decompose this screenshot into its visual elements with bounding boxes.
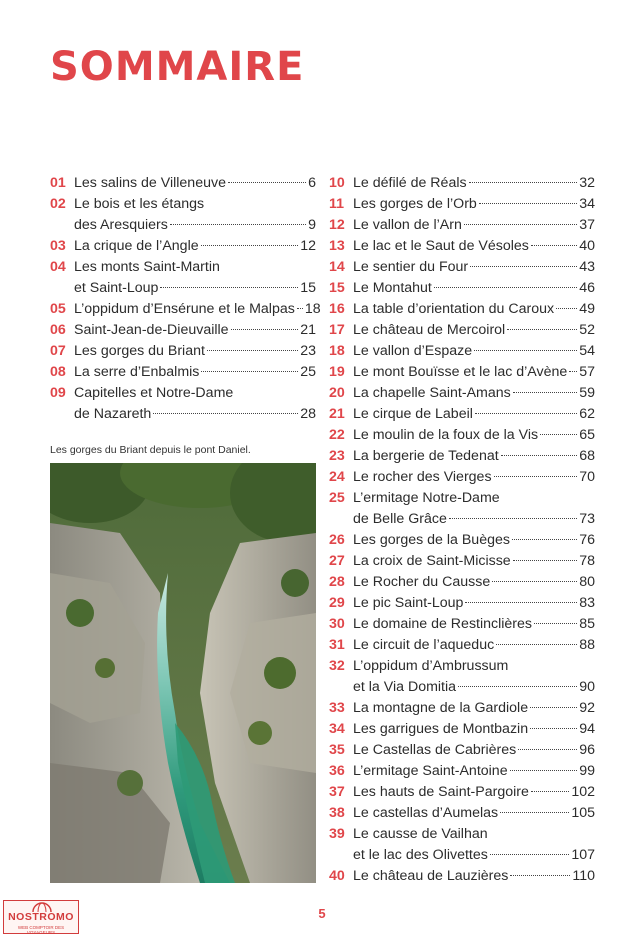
toc-entry-title: Les monts Saint-Martin (74, 259, 220, 275)
toc-entry-title: Le castellas d’Aumelas (353, 805, 499, 821)
toc-entry-title: L’oppidum d’Ambrussum (353, 658, 509, 674)
toc-entry (50, 173, 316, 194)
toc-entry (329, 719, 595, 740)
toc-entry-number: 12 (329, 217, 345, 233)
toc-entry (329, 341, 595, 362)
toc-entry (329, 446, 595, 467)
toc-entry-page: 99 (579, 763, 595, 779)
toc-entry-number: 30 (329, 616, 345, 632)
toc-entry-number: 14 (329, 259, 345, 275)
toc-entry-title: Le Montahut (353, 280, 432, 296)
toc-entry-page: 90 (579, 679, 595, 695)
toc-entry (329, 404, 595, 425)
page-title: SOMMAIRE (50, 44, 305, 90)
toc-entry-title: Les gorges de l’Orb (353, 196, 477, 212)
toc-entry-number: 40 (329, 868, 345, 884)
toc-entry-title: Le lac et le Saut de Vésoles (353, 238, 529, 254)
dot-leader (231, 329, 299, 330)
toc-entry-number: 13 (329, 238, 345, 254)
toc-entry-page: 9 (308, 217, 316, 233)
toc-entry-title: Saint-Jean-de-Dieuvaille (74, 322, 229, 338)
toc-entry (329, 320, 595, 341)
toc-entry-number: 37 (329, 784, 345, 800)
toc-entry-number: 23 (329, 448, 345, 464)
toc-entry (329, 803, 595, 824)
toc-entry-number: 15 (329, 280, 345, 296)
dot-leader (458, 686, 577, 687)
page-number: 5 (318, 906, 326, 921)
dot-leader (201, 371, 298, 372)
toc-entry-page: 88 (579, 637, 595, 653)
toc-entry-title: Le pic Saint-Loup (353, 595, 464, 611)
toc-entry-number: 33 (329, 700, 345, 716)
toc-entry (329, 467, 595, 488)
dot-leader (153, 413, 298, 414)
toc-entry-number: 24 (329, 469, 345, 485)
toc-entry-title: L’ermitage Notre-Dame (353, 490, 500, 506)
toc-entry-page: 23 (300, 343, 316, 359)
toc-entry (329, 236, 595, 257)
toc-entry-page: 102 (571, 784, 595, 800)
dot-leader (479, 203, 577, 204)
toc-entry-number: 39 (329, 826, 345, 842)
toc-entry (50, 194, 316, 236)
toc-entry (329, 383, 595, 404)
dot-leader (513, 560, 578, 561)
toc-entry-title: des Aresquiers (74, 217, 168, 233)
toc-entry-page: 107 (571, 847, 595, 863)
dot-leader (569, 371, 577, 372)
dot-leader (170, 224, 306, 225)
toc-entry-number: 31 (329, 637, 345, 653)
toc-entry-number: 34 (329, 721, 345, 737)
dot-leader (501, 455, 578, 456)
toc-entry (329, 257, 595, 278)
toc-entry-number: 29 (329, 595, 345, 611)
toc-entry-title: Les gorges du Briant (74, 343, 205, 359)
toc-entry-number: 21 (329, 406, 345, 422)
dot-leader (556, 308, 577, 309)
toc-entry-title: Le défilé de Réals (353, 175, 467, 191)
toc-entry (50, 320, 316, 341)
toc-entry (329, 761, 595, 782)
toc-entry (329, 866, 595, 887)
toc-entry-page: 49 (579, 301, 595, 317)
toc-entry-title: Le moulin de la foux de la Vis (353, 427, 539, 443)
toc-entry-page: 78 (579, 553, 595, 569)
toc-entry-number: 36 (329, 763, 345, 779)
toc-entry-page: 83 (579, 595, 595, 611)
toc-entry (329, 299, 595, 320)
toc-entry (50, 383, 316, 425)
toc-entry (329, 824, 595, 866)
toc-entry-title: La bergerie de Tedenat (353, 448, 499, 464)
dot-leader (496, 644, 577, 645)
toc-right-column (329, 173, 595, 887)
gorge-photo-illustration (50, 463, 316, 883)
toc-entry-title: Le vallon d’Espaze (353, 343, 473, 359)
dot-leader (449, 518, 577, 519)
toc-entry (329, 215, 595, 236)
toc-entry-title: Le sentier du Four (353, 259, 469, 275)
dot-leader (434, 287, 577, 288)
toc-entry-page: 25 (300, 364, 316, 380)
toc-entry-title: La montagne de la Gardiole (353, 700, 529, 716)
toc-entry-number: 28 (329, 574, 345, 590)
dot-leader (507, 329, 577, 330)
toc-entry-title: La croix de Saint-Micisse (353, 553, 511, 569)
dot-leader (540, 434, 577, 435)
toc-entry-number: 04 (50, 259, 66, 275)
dot-leader (207, 350, 298, 351)
toc-entry (329, 488, 595, 530)
dot-leader (531, 791, 569, 792)
dot-leader (492, 581, 577, 582)
toc-entry-page: 62 (579, 406, 595, 422)
toc-entry-number: 02 (50, 196, 66, 212)
toc-entry-title: La table d’orientation du Caroux (353, 301, 555, 317)
toc-entry-title: L’oppidum d’Ensérune et le Malpas (74, 301, 295, 317)
logo-name: NOSTROMO (8, 911, 74, 923)
toc-entry-number: 38 (329, 805, 345, 821)
dot-leader (201, 245, 299, 246)
toc-entry-page: 15 (300, 280, 316, 296)
photo-caption: Les gorges du Briant depuis le pont Daniel. (50, 444, 251, 456)
toc-entry-page: 46 (579, 280, 595, 296)
dot-leader (474, 350, 577, 351)
toc-entry-page: 73 (579, 511, 595, 527)
toc-entry-page: 34 (579, 196, 595, 212)
toc-entry (329, 173, 595, 194)
toc-entry-title: La serre d’Enbalmis (74, 364, 200, 380)
dot-leader (297, 308, 303, 309)
toc-entry-title: Le château de Mercoirol (353, 322, 506, 338)
toc-entry-page: 40 (579, 238, 595, 254)
dot-leader (469, 182, 578, 183)
toc-entry (329, 635, 595, 656)
toc-entry (50, 299, 321, 320)
toc-entry (329, 572, 595, 593)
toc-entry (329, 362, 595, 383)
toc-entry-number: 22 (329, 427, 345, 443)
toc-entry-page: 28 (300, 406, 316, 422)
toc-entry-page: 65 (579, 427, 595, 443)
toc-entry-page: 80 (579, 574, 595, 590)
toc-entry-number: 16 (329, 301, 345, 317)
toc-entry-page: 21 (300, 322, 316, 338)
toc-entry-page: 70 (579, 469, 595, 485)
dot-leader (160, 287, 298, 288)
toc-entry-title: Le domaine de Restinclières (353, 616, 533, 632)
toc-entry (329, 551, 595, 572)
toc-entry-number: 17 (329, 322, 345, 338)
gorge-photo (50, 463, 316, 883)
dot-leader (228, 182, 306, 183)
toc-entry-number: 03 (50, 238, 66, 254)
toc-entry-page: 32 (579, 175, 595, 191)
toc-entry-number: 11 (329, 196, 344, 212)
toc-entry-title: Le mont Bouïsse et le lac d’Avène (353, 364, 568, 380)
toc-entry-page: 12 (300, 238, 316, 254)
toc-entry (329, 656, 595, 698)
toc-entry-number: 10 (329, 175, 345, 191)
toc-entry-title: Le château de Lauzières (353, 868, 509, 884)
toc-entry (50, 236, 316, 257)
toc-entry-number: 01 (50, 175, 66, 191)
toc-entry-title: Le rocher des Vierges (353, 469, 492, 485)
toc-entry-title: Capitelles et Notre-Dame (74, 385, 234, 401)
dot-leader (475, 413, 577, 414)
toc-entry (50, 362, 316, 383)
toc-entry-page: 68 (579, 448, 595, 464)
toc-entry (329, 782, 595, 803)
toc-entry (329, 614, 595, 635)
dot-leader (494, 476, 578, 477)
toc-entry-title: Le cirque de Labeil (353, 406, 473, 422)
toc-entry-number: 26 (329, 532, 345, 548)
toc-entry (50, 341, 316, 362)
toc-entry-title: Le vallon de l’Arn (353, 217, 462, 233)
toc-entry-page: 57 (579, 364, 595, 380)
toc-entry-page: 105 (571, 805, 595, 821)
logo-tagline: WEB COMPTOIR DES VOYAGEURS (17, 925, 65, 935)
toc-entry-page: 18 (304, 301, 321, 317)
toc-entry-title: La chapelle Saint-Amans (353, 385, 511, 401)
dot-leader (530, 728, 577, 729)
toc-entry-number: 09 (50, 385, 66, 401)
dot-leader (530, 707, 577, 708)
toc-entry (329, 425, 595, 446)
dot-leader (490, 854, 569, 855)
dot-leader (500, 812, 569, 813)
toc-entry-number: 25 (329, 490, 345, 506)
toc-entry-number: 35 (329, 742, 345, 758)
toc-entry-page: 59 (579, 385, 595, 401)
toc-entry-title: et Saint-Loup (74, 280, 159, 296)
dot-leader (510, 875, 570, 876)
toc-entry-number: 06 (50, 322, 66, 338)
toc-entry-title: et la Via Domitia (353, 679, 457, 695)
toc-entry-title: Le causse de Vailhan (353, 826, 488, 842)
toc-entry-page: 94 (579, 721, 595, 737)
toc-entry-number: 18 (329, 343, 345, 359)
toc-entry (329, 278, 595, 299)
dot-leader (470, 266, 577, 267)
dot-leader (512, 539, 577, 540)
toc-entry (329, 593, 595, 614)
toc-entry-title: Les hauts de Saint-Pargoire (353, 784, 529, 800)
toc-entry-page: 37 (579, 217, 595, 233)
dot-leader (510, 770, 578, 771)
toc-entry-title: et le lac des Olivettes (353, 847, 488, 863)
toc-entry-page: 76 (579, 532, 595, 548)
toc-entry-title: La crique de l’Angle (74, 238, 199, 254)
dot-leader (464, 224, 577, 225)
toc-entry (329, 194, 595, 215)
dot-leader (465, 602, 577, 603)
dot-leader (534, 623, 577, 624)
toc-entry-number: 19 (329, 364, 345, 380)
toc-left-column (50, 173, 321, 425)
toc-entry (329, 530, 595, 551)
toc-entry-title: L’ermitage Saint-Antoine (353, 763, 508, 779)
toc-entry-title: Le bois et les étangs (74, 196, 205, 212)
toc-entry-number: 27 (329, 553, 345, 569)
toc-entry-page: 92 (579, 700, 595, 716)
toc-entry-title: Le Castellas de Cabrières (353, 742, 517, 758)
toc-entry-title: Les garrigues de Montbazin (353, 721, 529, 737)
toc-entry-number: 32 (329, 658, 345, 674)
toc-entry (329, 740, 595, 761)
toc-entry-title: de Nazareth (74, 406, 152, 422)
toc-entry-number: 05 (50, 301, 66, 317)
toc-entry-number: 20 (329, 385, 345, 401)
toc-entry-number: 07 (50, 343, 66, 359)
toc-entry-page: 110 (572, 868, 595, 884)
toc-entry-page: 54 (579, 343, 595, 359)
toc-entry-title: Les gorges de la Buèges (353, 532, 510, 548)
dot-leader (513, 392, 577, 393)
dot-leader (531, 245, 577, 246)
toc-entry-title: de Belle Grâce (353, 511, 447, 527)
toc-entry-page: 43 (579, 259, 595, 275)
toc-entry-title: Les salins de Villeneuve (74, 175, 226, 191)
toc-entry-title: Le circuit de l’aqueduc (353, 637, 495, 653)
toc-entry-page: 96 (579, 742, 595, 758)
toc-entry (329, 698, 595, 719)
toc-entry-page: 6 (308, 175, 316, 191)
toc-entry-number: 08 (50, 364, 66, 380)
toc-entry-page: 52 (579, 322, 595, 338)
dot-leader (518, 749, 577, 750)
toc-entry-title: Le Rocher du Causse (353, 574, 491, 590)
toc-entry-page: 85 (579, 616, 595, 632)
toc-entry (50, 257, 316, 299)
